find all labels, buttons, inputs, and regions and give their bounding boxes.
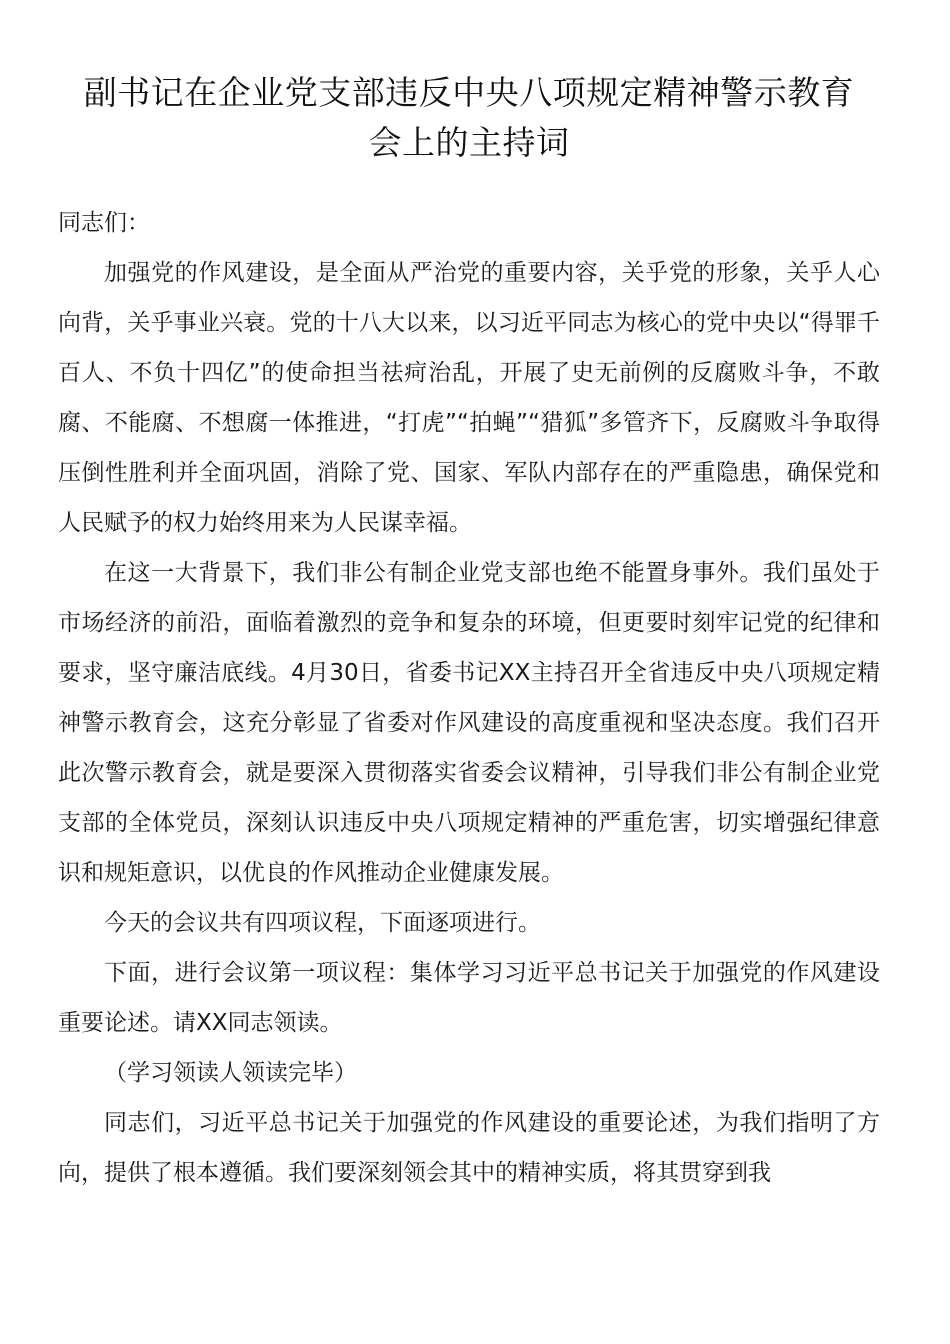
title-line-2: 会上的主持词 xyxy=(368,123,570,162)
document-title xyxy=(58,68,880,168)
salutation: 同志们： xyxy=(58,210,150,236)
paragraph-3: 今天的会议共有四项议程，下面逐项进行。 xyxy=(104,910,541,936)
paragraph-2: 在这一大背景下，我们非公有制企业党支部也绝不能置身事外。我们虽处于市场经济的前沿，面临着激烈的竞争和复杂的环境，但更要时刻牢记党的纪律和要求，坚守廉洁底线。4月30日，省委书记XX主持召开全省违反中央八项规定精神警示教育会，这充分彰显了省委对作风建设的高度重视和坚决态度。我们召开此次警示教育会，就是要深入贯彻落实省委会议精神，引导我们非公有制企业党支部的全体党员，深刻认识违反中央八项规定精神的严重危害，切实增强纪律意识和规矩意识，以优良的作风推动企业健康发展。 xyxy=(58,560,880,886)
paragraph-1: 加强党的作风建设，是全面从严治党的重要内容，关乎党的形象，关乎人心向背，关乎事业兴衰。党的十八大以来，以习近平同志为核心的党中央以“得罪千百人、不负十四亿”的使命担当祛疴治乱，开展了史无前例的反腐败斗争，不敢腐、不能腐、不想腐一体推进，“打虎”“拍蝇”“猎狐”多管齐下，反腐败斗争取得压倒性胜利并全面巩固，消除了党、国家、军队内部存在的严重隐患，确保党和人民赋予的权力始终用来为人民谋幸福。 xyxy=(58,260,880,536)
title-line-1: 副书记在企业党支部违反中央八项规定精神警示教育 xyxy=(83,73,855,112)
paragraph-4: 下面，进行会议第一项议程：集体学习习近平总书记关于加强党的作风建设重要论述。请XX同志领读。 xyxy=(58,960,880,1036)
paragraph-6: 同志们，习近平总书记关于加强党的作风建设的重要论述，为我们指明了方向，提供了根本遵循。我们要深刻领会其中的精神实质，将其贯穿到我 xyxy=(58,1110,880,1186)
document-body xyxy=(58,198,880,1198)
paragraph-5: （学习领读人领读完毕） xyxy=(104,1060,357,1086)
